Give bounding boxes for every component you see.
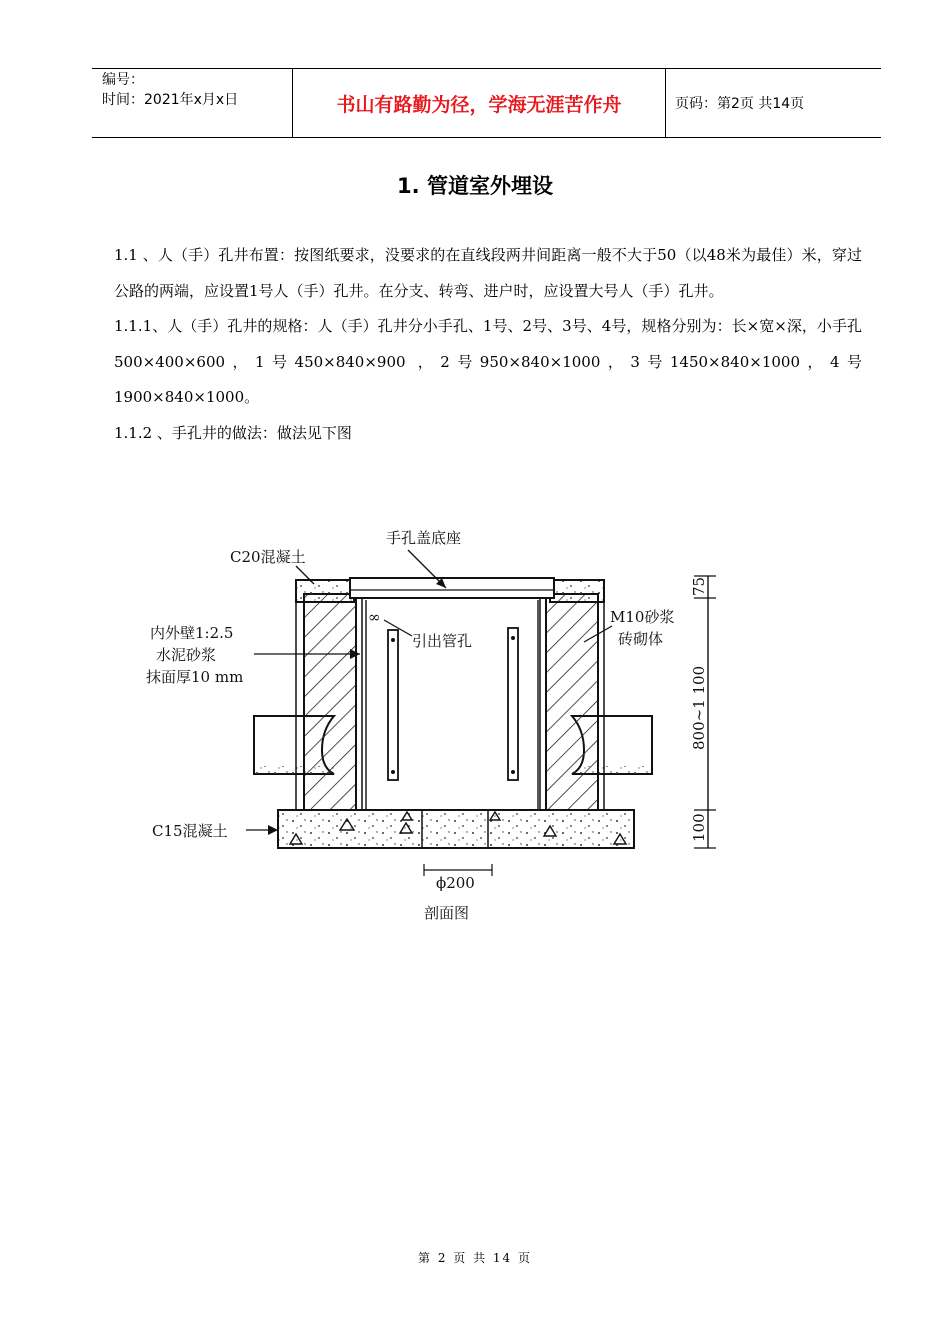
label-c20: C20混凝土 [230, 548, 306, 566]
label-wall-2: 水泥砂浆 [156, 646, 217, 664]
c20-top-ring-right [550, 580, 604, 602]
outlet-slot-hole [391, 770, 395, 774]
outlet-slot-hole [511, 770, 515, 774]
header-meta [92, 69, 293, 137]
c15-base-slab [278, 810, 634, 848]
arrow-head [268, 825, 278, 835]
hand-hole-section-diagram [146, 518, 726, 938]
time-label: 时间：2021年x月x日 [102, 92, 239, 108]
label-m10-2: 砖砌体 [618, 630, 664, 648]
figure-caption: 剖面图 [424, 904, 470, 922]
paragraph: 1.1.1、人（手）孔井的规格：人（手）孔井分小手孔、1号、2号、3号、4号，规格分别为：长×宽×深，小手孔500×400×600，1号450×840×900 ，2号950×840×1000，3号1450×840×1000，4号1900×840×1000。 [114, 317, 862, 406]
header-page-info: 页码：第2页 共14页 [675, 96, 805, 112]
label-c15: C15混凝土 [152, 822, 228, 840]
paragraph: 1.1.2 、手孔井的做法：做法见下图 [114, 423, 352, 442]
outlet-slot-hole [511, 636, 515, 640]
label-m10-1: M10砂浆 [610, 608, 675, 626]
outlet-slot-right [508, 628, 518, 780]
page-footer: 第 2 页 共 14 页 [418, 1251, 532, 1265]
paragraph: 1.1 、人（手）孔井布置：按图纸要求，没要求的在直线段两井间距离一般不大于50（以48米为最佳）米，穿过公路的两端，应设置1号人（手）孔井。在分支、转弯、进户时，应设置大号人（手）孔井。 [114, 246, 862, 300]
section-title: 1. 管道室外埋设 [397, 174, 553, 198]
dim-phi: ϕ200 [436, 874, 475, 892]
label-wall-3: 抹面厚10 mm [146, 668, 244, 686]
label-outlet: 引出管孔 [412, 632, 473, 650]
section-body [114, 238, 862, 451]
c20-top-ring-left [296, 580, 354, 602]
outlet-slot-left [388, 630, 398, 780]
cover-base-frame [350, 578, 554, 598]
label-wall-1: 内外壁1:2.5 [150, 624, 234, 642]
dim-100: 100 [690, 813, 708, 842]
header-motto: 书山有路勤为径，学海无涯苦作舟 [336, 93, 622, 116]
label-cover-base: 手孔盖底座 [386, 529, 462, 547]
outlet-symbol: ∞ [368, 608, 381, 626]
number-label: 编号： [102, 72, 144, 88]
left-brick-wall [304, 594, 356, 810]
dim-75: 75 [690, 576, 708, 596]
header-motto-cell [293, 69, 666, 137]
right-brick-wall [546, 594, 598, 810]
dim-depth: 800~1 100 [690, 665, 708, 750]
header-table [92, 68, 881, 138]
outlet-slot-hole [391, 638, 395, 642]
